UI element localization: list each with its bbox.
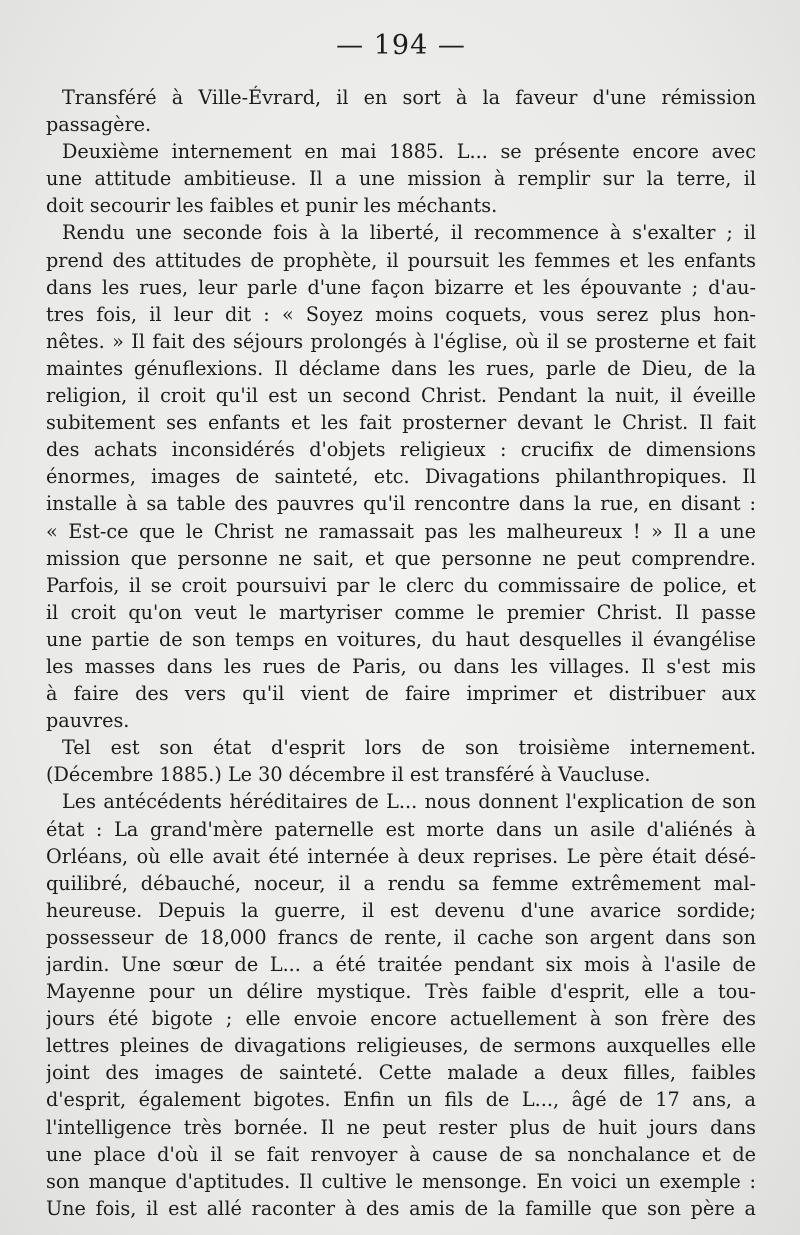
text-line: prend des attitudes de prophète, il poursuit les femmes et les enfants xyxy=(46,248,756,272)
text-line: une partie de son temps en voitures, du haut desquelles il évangélise xyxy=(46,627,756,651)
text-line: d'esprit, également bigotes. Enfin un fils de L..., âgé de 17 ans, a xyxy=(46,1088,756,1112)
text-line: Mayenne pour un délire mystique. Très faible d'esprit, elle a tou- xyxy=(46,980,756,1004)
text-line: son manque d'aptitudes. Il cultive le mensonge. En voici un exemple : xyxy=(46,1169,756,1193)
text-line: à faire des vers qu'il vient de faire imprimer et distribuer aux xyxy=(46,682,756,706)
text-line: dans les rues, leur parle d'une façon bizarre et les épouvante ; d'au- xyxy=(46,275,756,299)
text-line: joint des images de sainteté. Cette malade a deux filles, faibles xyxy=(46,1061,756,1085)
text-line: jardin. Une sœur de L... a été traitée pendant six mois à l'asile de xyxy=(46,953,756,976)
text-line: Orléans, où elle avait été internée à deux reprises. Le père était désé- xyxy=(46,844,756,868)
text-line: mission que personne ne sait, et que personne ne peut comprendre. xyxy=(46,546,756,570)
text-line: jours été bigote ; elle envoie encore actuellement à son frère des xyxy=(46,1007,756,1031)
text-line: Les antécédents héréditaires de L... nous donnent l'explication de son xyxy=(62,790,756,814)
text-line: « Est-ce que le Christ ne ramassait pas les malheureux ! » Il a une xyxy=(46,519,756,543)
text-line: tres fois, il leur dit : « Soyez moins coquets, vous serez plus hon- xyxy=(46,302,756,326)
page-number: — 194 — xyxy=(336,30,466,61)
text-line: énormes, images de sainteté, etc. Divagations philanthropiques. Il xyxy=(46,465,756,489)
text-line: l'intelligence très bornée. Il ne peut rester plus de huit jours dans xyxy=(46,1115,756,1139)
text-line: religion, il croit qu'il est un second Christ. Pendant la nuit, il éveille xyxy=(46,384,756,408)
text-line: les masses dans les rues de Paris, ou dans les villages. Il s'est mis xyxy=(46,654,756,678)
text-line: maintes génuflexions. Il déclame dans les rues, parle de Dieu, de la xyxy=(46,356,756,380)
text-line: état : La grand'mère paternelle est morte dans un asile d'aliénés à xyxy=(46,817,756,841)
text-line: possesseur de 18,000 francs de rente, il cache son argent dans son xyxy=(46,925,756,949)
text-line: (Décembre 1885.) Le 30 décembre il est transféré à Vaucluse. xyxy=(46,763,651,787)
text-line: Une fois, il est allé raconter à des amis de la famille que son père a xyxy=(46,1196,756,1220)
text-line: pauvres. xyxy=(46,709,130,733)
text-line: subitement ses enfants et les fait prosterner devant le Christ. Il fait xyxy=(46,411,756,435)
text-line: une place d'où il se fait renvoyer à cause de sa nonchalance et de xyxy=(46,1142,756,1166)
text-line: des achats inconsidérés d'objets religieux : crucifix de dimensions xyxy=(46,438,756,462)
text-line: lettres pleines de divagations religieuses, de sermons auxquelles elle xyxy=(46,1034,756,1058)
text-line: Deuxième internement en mai 1885. L... se présente encore avec xyxy=(62,140,756,164)
text-line: Parfois, il se croit poursuivi par le clerc du commissaire de police, et xyxy=(46,573,756,597)
text-line: nêtes. » Il fait des séjours prolongés à l'église, où il se prosterne et fait xyxy=(46,329,756,353)
text-line: Tel est son état d'esprit lors de son troisième internement. xyxy=(62,736,756,760)
text-line: Rendu une seconde fois à la liberté, il recommence à s'exalter ; il xyxy=(62,221,756,245)
body-text xyxy=(46,84,756,1222)
text-line: une attitude ambitieuse. Il a une mission à remplir sur la terre, il xyxy=(46,167,756,191)
text-line: passagère. xyxy=(46,113,152,137)
text-line: doit secourir les faibles et punir les méchants. xyxy=(46,194,498,218)
text-line: installe à sa table des pauvres qu'il rencontre dans la rue, en disant : xyxy=(46,492,756,516)
text-line: heureuse. Depuis la guerre, il est devenu d'une avarice sordide; xyxy=(46,898,756,922)
text-line: Transféré à Ville-Évrard, il en sort à la faveur d'une rémission xyxy=(62,86,756,109)
text-line: quilibré, débauché, noceur, il a rendu sa femme extrêmement mal- xyxy=(46,871,756,895)
text-line: il croit qu'on veut le martyriser comme le premier Christ. Il passe xyxy=(46,600,756,624)
